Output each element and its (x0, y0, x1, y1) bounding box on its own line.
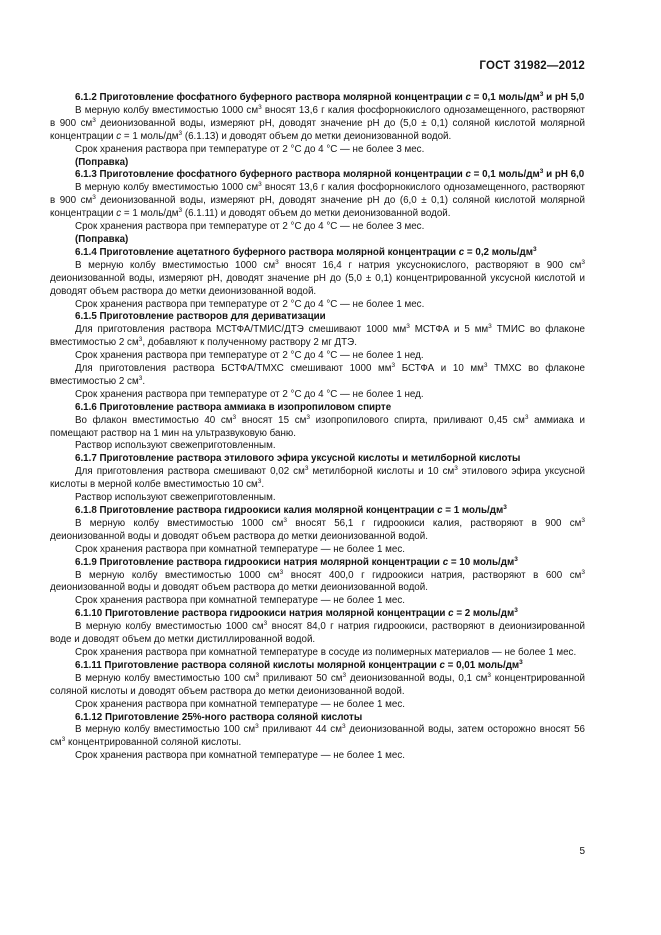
paragraph-text: Во флакон вместимостью 40 $см^3$ вносят 15 $см^3$ изопропилового спирта, приливают 0,45 $см^3$ аммиака и помещают раствор на 1 мин на ультразвуковую баню. (50, 413, 585, 439)
page-number: 5 (579, 846, 585, 857)
paragraph-text: Срок хранения раствора при комнатной температуре — не более 1 мес. (75, 698, 405, 710)
paragraph-text: В мерную колбу вместимостью 1000 $см^3$ вносят 16,4 г натрия уксуснокислого, растворяют в 900 $см^3$ деионизованной воды, измеряют рН, доводят значение рН до (5,0 ± 0,1) концентрированной уксусной кислотой и доводят объем раствора до метки деионизованной водой. (50, 258, 585, 297)
paragraph-text: Срок хранения раствора при комнатной температуре — не более 1 мес. (75, 595, 405, 607)
paragraph-text: В мерную колбу вместимостью 1000 $см^3$ вносят 13,6 г калия фосфорнокислого однозамещенного, растворяют в 900 $см^3$ деионизованной воды, измеряют рН, доводят значение рН до (5,0 ± 0,1) соляной кислотой молярной концентрации c = 1 моль/$дм^3$ (6.1.13) и доводят объем до метки деионизованной водой. (50, 103, 585, 142)
section-heading: (Поправка) (75, 233, 129, 245)
section-heading: 6.1.3 Приготовление фосфатного буферного раствора молярной концентрации c = 0,1 моль/$дм^3$ и рН 6,0 (75, 168, 585, 181)
paragraph-text: Срок хранения раствора при температуре от 2 °С до 4 °С — не более 1 мес. (75, 298, 425, 310)
section-heading: 6.1.2 Приготовление фосфатного буферного раствора молярной концентрации c = 0,1 моль/$дм^3$ и рН 5,0 (75, 91, 585, 103)
paragraph-text: В мерную колбу вместимостью 1000 $см^3$ вносят 56,1 г гидроокиси калия, растворяют в 900 $см^3$ деионизованной воды и доводят объем раствора до метки деионизованной водой. (50, 516, 585, 542)
paragraph-text: В мерную колбу вместимостью 100 $см^3$ приливают 44 $см^3$ деионизованной воды, затем осторожно вносят 56 $см^3$ концентрированной соляной кислоты. (50, 723, 585, 749)
document-header: ГОСТ 31982—2012 (479, 60, 585, 72)
section-heading: 6.1.4 Приготовление ацетатного буферного раствора молярной концентрации c = 0,2 моль/$дм^3$ (75, 245, 537, 258)
section-heading: 6.1.9 Приготовление раствора гидроокиси натрия молярной концентрации c = 10 моль/$дм^3$ (75, 555, 518, 568)
paragraph-text: Для приготовления раствора МСТФА/ТМИС/ДТЭ смешивают 1000 $мм^3$ МСТФА и 5 $мм^3$ ТМИС во флаконе вместимостью 2 $см^3$, добавляют к полученному раствору 2 мг ДТЭ. (50, 323, 585, 349)
paragraph-text: В мерную колбу вместимостью 1000 $см^3$ вносят 84,0 г натрия гидроокиси, растворяют в деионизированной воде и доводят объем до метки дистиллированной водой. (50, 620, 585, 646)
document-body (50, 92, 585, 763)
paragraph-text: Срок хранения раствора при комнатной температуре в сосуде из полимерных материалов — не более 1 мес. (75, 646, 577, 658)
paragraph-text: Срок хранения раствора при температуре от 2 °С до 4 °С — не более 1 нед. (75, 350, 424, 362)
paragraph-text: В мерную колбу вместимостью 1000 $см^3$ вносят 13,6 г калия фосфорнокислого однозамещенного, растворяют в 900 $см^3$ деионизованной воды, измеряют рН, доводят значение рН до (6,0 ± 0,1) соляной кислотой молярной концентрации c = 1 моль/$дм^3$ (6.1.11) и доводят объем до метки деионизованной водой. (50, 181, 585, 220)
paragraph-text: Срок хранения раствора при температуре от 2 °С до 4 °С — не более 3 мес. (75, 143, 425, 155)
section-heading: 6.1.12 Приготовление 25%-ного раствора соляной кислоты (75, 711, 363, 723)
paragraph-text: Раствор используют свежеприготовленным. (75, 492, 276, 504)
paragraph-text: Для приготовления раствора БСТФА/ТМХС смешивают 1000 $мм^3$ БСТФА и 10 $мм^3$ ТМХС во флаконе вместимостью 2 $см^3$. (50, 362, 585, 387)
paragraph-text: Для приготовления раствора смешивают 0,02 $см^3$ метилборной кислоты и 10 $см^3$ этилового эфира уксусной кислоты в мерной колбе вместимостью 10 $см^3$. (50, 465, 585, 491)
paragraph-text: В мерную колбу вместимостью 1000 $см^3$ вносят 400,0 г гидроокиси натрия, растворяют в 600 $см^3$ деионизованной воды и доводят объем раствора до метки деионизованной водой. (50, 568, 585, 594)
paragraph-text: Раствор используют свежеприготовленным. (75, 440, 276, 452)
paragraph-text: В мерную колбу вместимостью 100 $см^3$ приливают 50 $см^3$ деионизованной воды, 0,1 $см^3$ концентрированной соляной кислоты и доводят объем раствора до метки деионизованной водой. (50, 671, 585, 697)
section-heading: 6.1.7 Приготовление раствора этилового эфира уксусной кислоты и метилборной кислоты (75, 453, 521, 465)
paragraph-text: Срок хранения раствора при комнатной температуре — не более 1 мес. (75, 543, 405, 555)
section-heading: 6.1.6 Приготовление раствора аммиака в изопропиловом спирте (75, 401, 392, 413)
paragraph-text: Срок хранения раствора при температуре от 2 °С до 4 °С — не более 1 нед. (75, 388, 424, 400)
section-heading: 6.1.5 Приготовление растворов для дериватизации (75, 311, 326, 323)
section-heading: 6.1.8 Приготовление раствора гидроокиси калия молярной концентрации c = 1 моль/$дм^3$ (75, 504, 507, 516)
paragraph-text: Срок хранения раствора при комнатной температуре — не более 1 мес. (75, 750, 405, 762)
section-heading: 6.1.10 Приготовление раствора гидроокиси натрия молярной концентрации c = 2 моль/$дм^3$ (75, 607, 518, 620)
paragraph-text: Срок хранения раствора при температуре от 2 °С до 4 °С — не более 3 мес. (75, 221, 425, 233)
section-heading: 6.1.11 Приготовление раствора соляной кислоты молярной концентрации c = 0,01 моль/$дм^3$ (75, 658, 523, 671)
section-heading: (Поправка) (75, 156, 129, 168)
